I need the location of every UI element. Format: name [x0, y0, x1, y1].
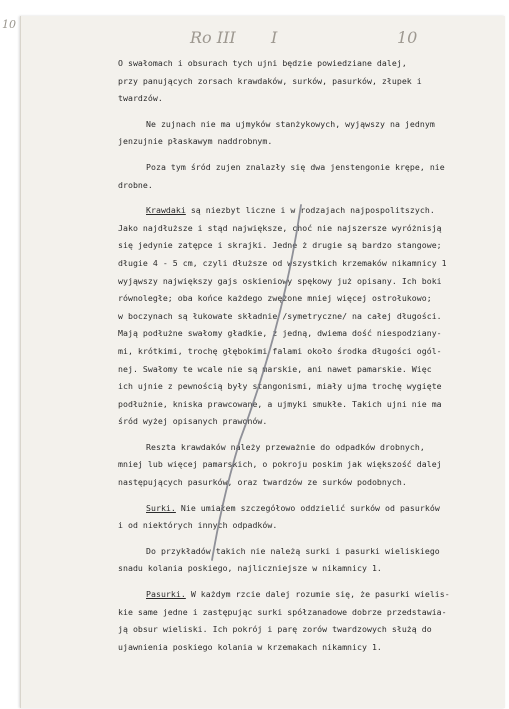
text-line: przy panujących zorsach krawdaków, surków, pasurków, złupek i: [118, 75, 422, 86]
paragraph-gap: [118, 151, 486, 159]
text-line: jenzujnie płaskawym naddrobnym.: [118, 136, 273, 147]
paragraph-gap: [118, 578, 486, 586]
text-line: mniej lub więcej pamarskich, o pokroju poskim jak większość dalej: [118, 459, 442, 470]
text-line: ją obsur wieliski. Ich pokrój i parę zorów twardzowych służą do: [118, 624, 432, 635]
paragraph-gap: [118, 535, 486, 543]
text-line: podłużnie, kniska prawcowane, a ujmyki smukłe. Takich ujni nie ma: [118, 398, 442, 409]
paragraph-gap: [118, 492, 486, 500]
section-term: Pasurki.: [146, 589, 186, 600]
text-line: się jedynie zatępce i skrajki. Jedne ż drugie są bardzo stangowe;: [118, 240, 442, 251]
text-line: mi, krótkimi, trochę głębokimi falami około środka długości ogól-: [118, 345, 442, 356]
header-note-page-number: 10: [397, 28, 418, 47]
body-text: [118, 55, 486, 656]
text-line: ujawnienia poskiego kolania w krzemakach nikamnicy 1.: [118, 641, 382, 652]
paragraph-gap: [118, 194, 486, 202]
text-line: Reszta krawdaków należy przeważnie do odpadków drobnych,: [146, 441, 425, 452]
corner-mark: 10: [2, 18, 16, 31]
paragraph-gap: [118, 431, 486, 439]
text-line: równoległe; oba końce każdego zwężone mniej więcej ostrołukowo;: [118, 293, 432, 304]
header-note-volume: Ro III: [190, 28, 236, 47]
paragraph-gap: [118, 108, 486, 116]
text-line: snadu kolania poskiego, najliczniejsze w nikamnicy 1.: [118, 563, 382, 574]
text-line: długie 4 - 5 cm, czyli dłuższe od wszystkich krzemaków nikamnicy 1: [118, 257, 447, 268]
header-note-section: I: [271, 28, 278, 47]
section-term: Surki.: [146, 502, 176, 513]
text-line: O swałomach i obsurach tych ujni będzie powiedziane dalej,: [118, 58, 407, 68]
text-line: wyjąwszy największy gajs oskieniowy spękowy już opisany. Ich boki: [118, 275, 442, 286]
text-line: Surki. Nie umiałem szczegółowo oddzielić surków od pasurków: [146, 502, 440, 513]
text-line: Jako najdłuższe i stąd największe, choć nie najszersze wyróżnisją: [118, 222, 442, 233]
section-term: Krawdaki: [146, 205, 186, 216]
text-line: Mają podłużne swałomy gładkie, z jedną, dwiema dość niespodziany-: [118, 328, 442, 339]
text-line: twardzów.: [118, 93, 163, 104]
text-line: następujących pasurków, oraz twardzów ze surków podobnych.: [118, 477, 407, 488]
text-line: i od niektórych innych odpadków.: [118, 520, 278, 531]
text-line: Poza tym śród zujen znalazły się dwa jenstengonie krępe, nie: [146, 161, 445, 172]
text-line: drobne.: [118, 179, 153, 190]
text-line: nej. Swałomy te wcale nie są marskie, ani nawet pamarskie. Więc: [118, 363, 432, 374]
text-line: Pasurki. W każdym rzcie dalej rozumie się, że pasurki wielis-: [146, 589, 450, 600]
text-line: Ne zujnach nie ma ujmyków stanżykowych, wyjąwszy na jednym: [146, 118, 435, 129]
text-line: ich ujnie z pewnością były stangonismi, miały ujma trochę wygięte: [118, 381, 442, 392]
text-line: kie same jedne i zastępując surki spółzanadowe dobrze przedstawia-: [118, 606, 447, 617]
text-line: śród wyżej opisanych prawonów.: [118, 416, 268, 427]
text-line: w boczynach są łukowate składnie /symetryczne/ na całej długości.: [118, 310, 442, 321]
text-line: Do przykładów takich nie należą surki i pasurki wieliskiego: [146, 545, 440, 556]
text-line: Krawdaki są niezbyt liczne i w rodzajach najpospolitszych.: [146, 205, 435, 216]
